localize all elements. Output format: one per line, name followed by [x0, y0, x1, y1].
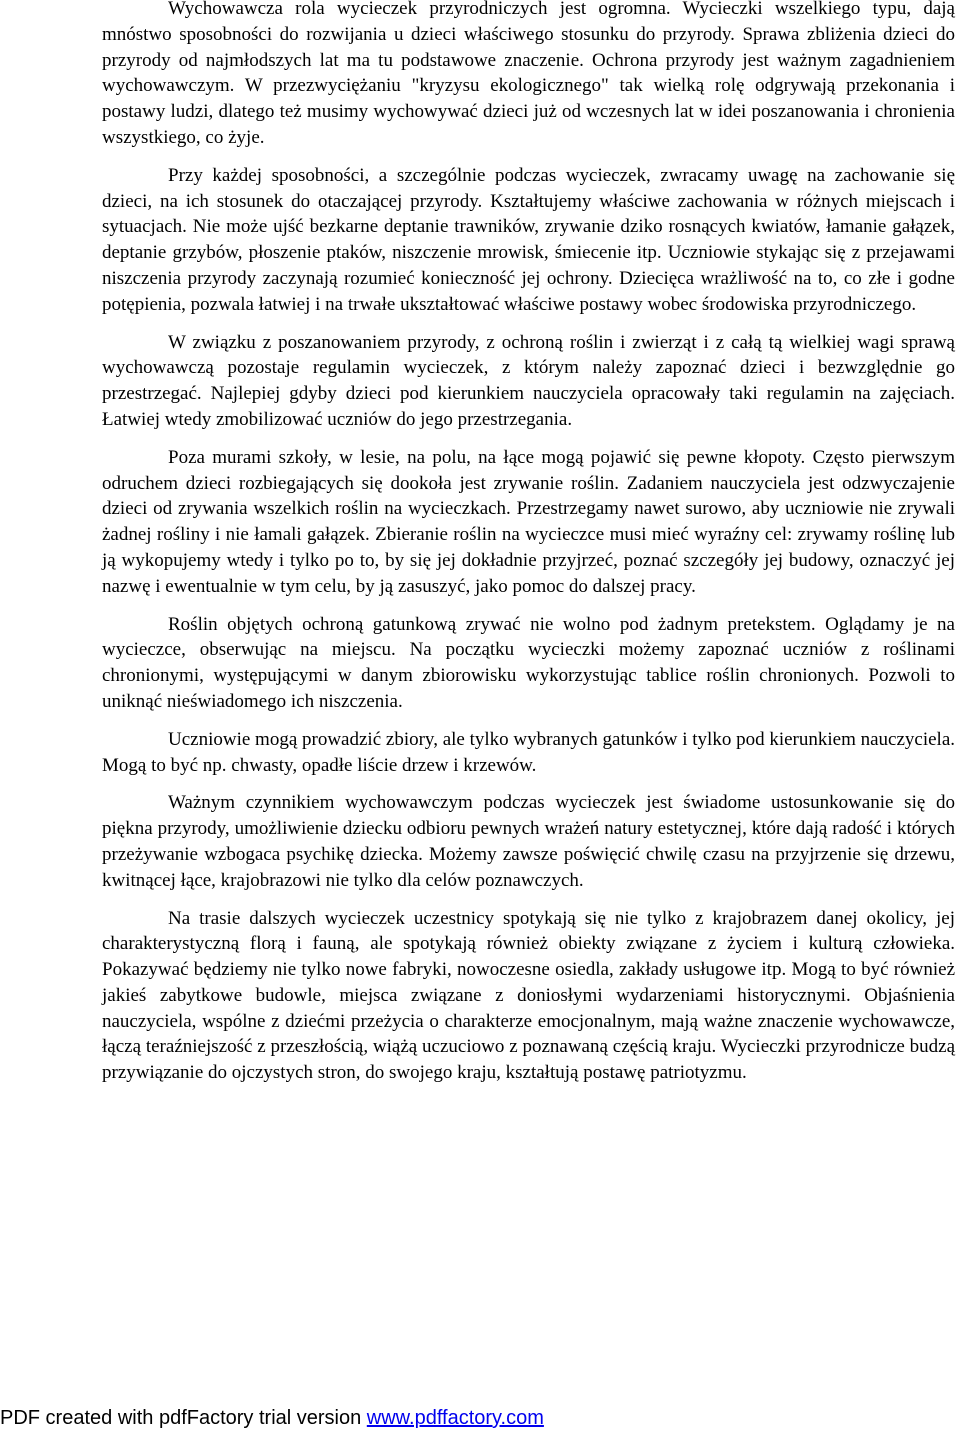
paragraph-4: Poza murami szkoły, w lesie, na polu, na łące mogą pojawić się pewne kłopoty. Często pierwszym odruchem dzieci rozbiegających się dookoła jest zrywanie roślin. Zadaniem nauczyciela jest odzwyczajenie dzieci od zrywania wszelkich roślin na wycieczkach. Przestrzegamy nawet surowo, aby uczniowie nie zrywali żadnej rośliny i nie łamali gałązek. Zbieranie roślin na wycieczce musi mieć wyraźny cel: zrywamy roślinę lub ją wykopujemy wtedy i tylko po to, by się jej dokładnie przyjrzeć, poznać szczegóły jej budowy, oznaczyć jej nazwę i ewentualnie w tym celu, by ją zasuszyć, jako pomoc do dalszej pracy.: [102, 446, 955, 597]
paragraph-8: Na trasie dalszych wycieczek uczestnicy spotykają się nie tylko z krajobrazem danej okolicy, jej charakterystyczną florą i fauną, ale spotykają również obiekty związane z życiem i kulturą człowieka. Pokazywać będziemy nie tylko nowe fabryki, nowoczesne osiedla, zakłady usługowe itp. Mogą to być również jakieś zabytkowe budowle, miejsca związane z doniosłymi wydarzeniami historycznymi. Objaśnienia nauczyciela, wspólne z dziećmi przeżycia o charakterze emocjonalnym, mają ważne znaczenie wychowawcze, łączą teraźniejszość z przeszłością, wiążą uczuciowo z poznawaną częścią kraju. Wycieczki przyrodnicze budzą przywiązanie do ojczystych stron, do swojego kraju, kształtują postawę patriotyzmu.: [102, 907, 955, 1084]
footer-text: PDF created with pdfFactory trial version: [0, 1407, 367, 1429]
paragraph-2: Przy każdej sposobności, a szczególnie podczas wycieczek, zwracamy uwagę na zachowanie się dzieci, na ich stosunek do otaczającej przyrody. Kształtujemy właściwe zachowania w różnych miejscach i sytuacjach. Nie może ujść bezkarne deptanie trawników, zrywanie dziko rosnących kwiatów, łamanie gałązek, deptanie grzybów, płoszenie ptaków, niszczenie mrowisk, śmiecenie itp. Uczniowie stykając się z przejawami niszczenia przyrody zaczynają rozumieć konieczność jej ochrony. Dziecięca wrażliwość na to, co złe i godne potępienia, pozwala łatwiej i na trwałe ukształtować właściwe postawy wobec środowiska przyrodniczego.: [102, 164, 955, 315]
pdffactory-link[interactable]: www.pdffactory.com: [366, 1407, 544, 1429]
paragraph-7: Ważnym czynnikiem wychowawczym podczas wycieczek jest świadome ustosunkowanie się do piękna przyrody, umożliwienie dziecku odbioru pewnych wrażeń natury estetycznej, które dają radość i których przeżywanie wzbogaca psychikę dziecka. Możemy zawsze poświęcić chwilę czasu na przyjrzenie się drzewu, kwitnącej łące, krajobrazowi nie tylko dla celów poznawczych.: [102, 792, 955, 891]
document-body: [102, 0, 955, 1098]
paragraph-5: Roślin objętych ochroną gatunkową zrywać nie wolno pod żadnym pretekstem. Oglądamy je na wycieczce, obserwując na miejscu. Na początku wycieczki możemy zapoznać uczniów z roślinami chronionymi, występującymi w danym zbiorowisku wykorzystując tablice roślin chronionych. Pozwoli to uniknąć nieświadomego ich niszczenia.: [102, 613, 955, 712]
pdf-footer: [0, 1407, 544, 1430]
paragraph-3: W związku z poszanowaniem przyrody, z ochroną roślin i zwierząt i z całą tą wielkiej wagi sprawą wychowawczą pozostaje regulamin wycieczek, z którym należy zapoznać dzieci i bezwzględnie go przestrzegać. Najlepiej gdyby dzieci pod kierunkiem nauczyciela opracowały taki regulamin na zajęciach. Łatwiej wtedy zmobilizować uczniów do jego przestrzegania.: [102, 331, 955, 430]
paragraph-6: Uczniowie mogą prowadzić zbiory, ale tylko wybranych gatunków i tylko pod kierunkiem nauczyciela. Mogą to być np. chwasty, opadłe liście drzew i krzewów.: [102, 728, 956, 776]
paragraph-1: Wychowawcza rola wycieczek przyrodniczych jest ogromna. Wycieczki wszelkiego typu, dają mnóstwo sposobności do rozwijania u dzieci właściwego stosunku do przyrody. Sprawa zbliżenia dzieci do przyrody od najmłodszych lat ma tu podstawowe znaczenie. Ochrona przyrody jest ważnym zagadnieniem wychowawczym. W przezwyciężaniu "kryzysu ekologicznego" tak wielką rolę odgrywają przekonania i postawy ludzi, dlatego też musimy wychowywać dzieci już od wczesnych lat w idei poszanowania i chronienia wszystkiego, co żyje.: [102, 0, 955, 148]
